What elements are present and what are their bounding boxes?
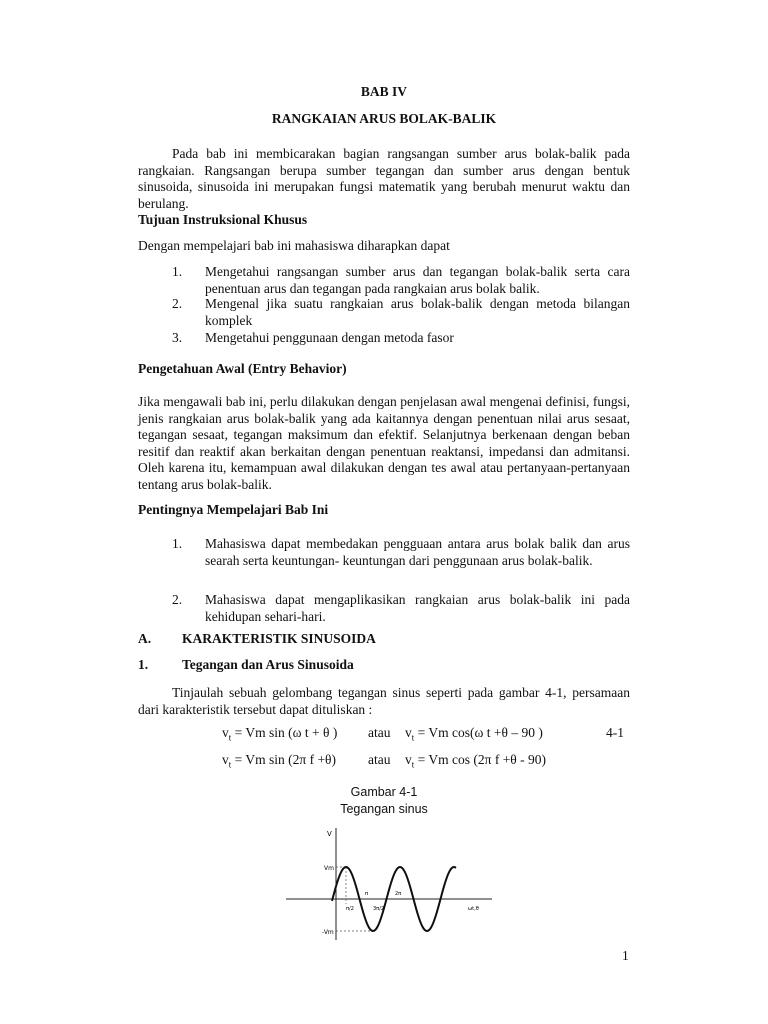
intro-paragraph: Pada bab ini membicarakan bagian rangsangan sumber arus bolak-balik pada rangkaian. Rangsangan berupa sumber tegangan dan sumber arus dengan bentuk sinusoida, sinusoida ini merupakan fungsi matematik yang berubah menurut waktu dan berulang. xyxy=(138,146,630,211)
tik-item-text: Mengenal jika suatu rangkaian arus bolak-balik dengan metoda bilangan komplek xyxy=(205,296,630,328)
figure-caption: Gambar 4-1 xyxy=(350,785,418,799)
tik-item-number: 1. xyxy=(172,264,183,279)
equation-2-right: $v_t = Vm$ cos (2π f +θ - 90) xyxy=(405,752,547,770)
tick-label-pi: π xyxy=(365,891,369,897)
tik-item-text: Mengetahui penggunaan dengan metoda fasor xyxy=(205,330,454,345)
axis-label-v: V xyxy=(327,830,332,838)
importance-item-text: Mahasiswa dapat membedakan pengguaan antara arus bolak balik dan arus searah serta keuntungan- keuntungan dari penggunaan arus bolak-balik. xyxy=(205,536,630,568)
importance-item-text: Mahasiswa dapat mengaplikasikan rangkaian arus bolak-balik ini pada kehidupan sehari-hari. xyxy=(205,592,630,624)
tik-item-number: 3. xyxy=(172,330,183,345)
equation-1-atau: atau xyxy=(368,725,391,740)
tik-item-number: 2. xyxy=(172,296,183,311)
equation-1-left: $v_t = Vm$ sin (ω t + θ ) xyxy=(222,725,338,743)
importance-item-number: 1. xyxy=(172,536,183,551)
tik-lead: Dengan mempelajari bab ini mahasiswa diharapkan dapat xyxy=(138,238,450,253)
equation-number: 4-1 xyxy=(606,725,624,740)
importance-item-number: 2. xyxy=(172,592,183,607)
equation-1-right: $v_t = Vm$ cos(ω t +θ – 90 ) xyxy=(405,725,543,743)
entry-heading: Pengetahuan Awal (Entry Behavior) xyxy=(138,361,347,376)
equation-2-atau: atau xyxy=(368,752,391,767)
figure-subcaption: Tegangan sinus xyxy=(340,802,428,816)
section-a-title: KARAKTERISTIK SINUSOIDA xyxy=(182,631,376,646)
tick-label-2pi: 2π xyxy=(395,891,402,897)
tick-label-3pi2: 3π/2 xyxy=(373,906,385,912)
sine-wave-figure xyxy=(280,822,500,942)
subsection-title: Tegangan dan Arus Sinusoida xyxy=(182,657,354,672)
importance-heading: Pentingnya Mempelajari Bab Ini xyxy=(138,502,329,517)
subsection-number: 1. xyxy=(138,657,149,672)
axis-label-omega-t: ωt,θ xyxy=(468,906,479,912)
tick-label-pi2: π/2 xyxy=(346,906,354,912)
subsection-paragraph: Tinjaulah sebuah gelombang tegangan sinus seperti pada gambar 4-1, persamaan dari karakteristik tersebut dapat dituliskan : xyxy=(138,685,630,717)
tik-heading: Tujuan Instruksional Khusus xyxy=(138,212,308,227)
entry-paragraph: Jika mengawali bab ini, perlu dilakukan dengan penjelasan awal mengenai definisi, fungsi, jenis rangkaian arus bolak-balik yang ada kaitannya dengan penentuan nilai arus sesaat, tegangan sesaat, tegangan maksimum dan efektif. Selanjutnya berkenaan dengan beban resitif dan reaktif akan berkaitan dengan penentuan reaktansi, impedansi dan admitansi. Oleh karena itu, kemampuan awal dilakukan dengan tes awal atau pertanyaan-pertanyaan tentang arus bolak-balik. xyxy=(138,394,630,492)
axis-label-neg-vm: -Vm xyxy=(322,929,334,936)
chapter-number: BAB IV xyxy=(360,84,408,99)
chapter-title: RANGKAIAN ARUS BOLAK-BALIK xyxy=(271,111,497,126)
section-a-number: A. xyxy=(138,631,152,646)
axis-label-vm: Vm xyxy=(324,865,334,872)
tik-item-text: Mengetahui rangsangan sumber arus dan tegangan bolak-balik serta cara penentuan arus dan tegangan pada rangkaian arus bolak balik. xyxy=(205,264,630,296)
page-number: 1 xyxy=(622,948,629,963)
equation-2-left: $v_t = Vm$ sin (2π f +θ) xyxy=(222,752,337,770)
